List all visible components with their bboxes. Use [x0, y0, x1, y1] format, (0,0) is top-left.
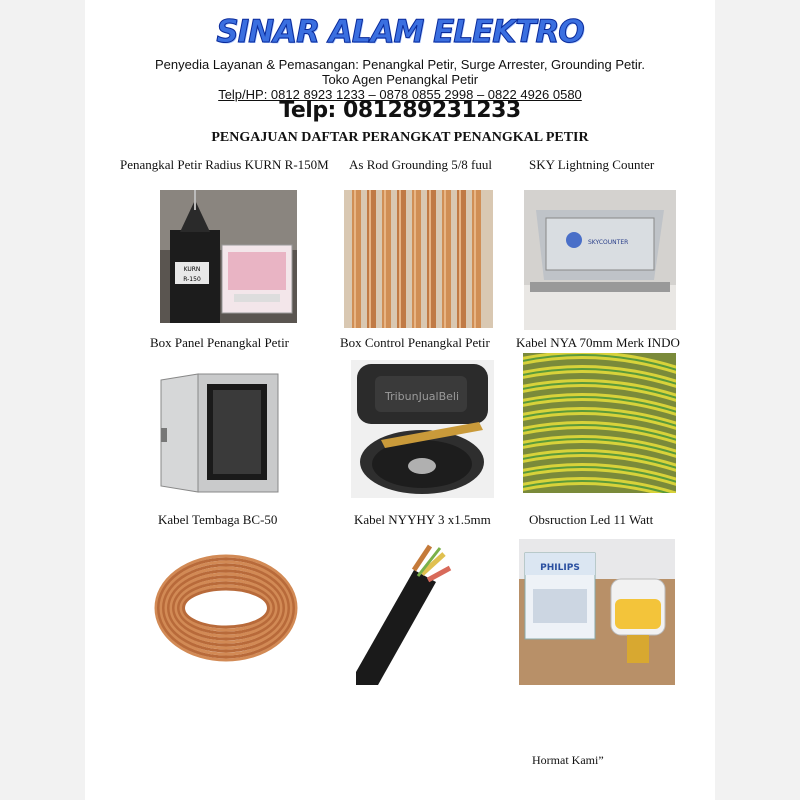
led-brand-text: PHILIPS	[540, 563, 580, 573]
product-caption-2: As Rod Grounding 5/8 fuul	[349, 157, 492, 172]
product-caption-1: Penangkal Petir Radius KURN R-150M	[120, 157, 329, 172]
contact-numbers: Telp/HP: 0812 8923 1233 – 0878 0855 2998 – 0822 4926 0580	[218, 87, 582, 102]
product-photo-ground-rods	[344, 190, 493, 328]
product-photo-control-box	[351, 360, 494, 498]
product-caption-6: Kabel NYA 70mm Merk INDO	[516, 335, 680, 350]
brand-logo-text: SINAR ALAM ELEKTRO	[216, 14, 584, 50]
product-caption-3: SKY Lightning Counter	[529, 157, 655, 172]
product-caption-7: Kabel Tembaga BC-50	[158, 512, 278, 527]
document-title: PENGAJUAN DAFTAR PERANGKAT PENANGKAL PETIR	[211, 130, 589, 145]
product-photo-lightning-counter	[524, 190, 676, 330]
product-caption-9: Obsruction Led 11 Watt	[529, 512, 654, 527]
closing-text: Hormat Kami”	[532, 753, 604, 767]
product-caption-4: Box Panel Penangkal Petir	[150, 335, 290, 350]
product-photo-lightning-rod	[160, 190, 297, 323]
product-caption-8: Kabel NYYHY 3 x1.5mm	[354, 512, 491, 527]
rod-label-text-1: KURN	[183, 266, 201, 273]
tagline: Penyedia Layanan & Pemasangan: Penangkal Petir, Surge Arrester, Grounding Petir.	[155, 57, 645, 72]
product-photo-panel-box	[153, 368, 286, 496]
photo-watermark: TribunJualBeli	[384, 390, 460, 403]
telp-highlight: Telp: 081289231233	[279, 98, 521, 123]
product-photo-bc-cable	[150, 540, 301, 672]
product-photo-obstruction-led	[519, 539, 675, 685]
counter-brand-text: SKYCOUNTER	[588, 239, 629, 246]
product-caption-5: Box Control Penangkal Petir	[340, 335, 490, 350]
signature-cutoff	[540, 795, 590, 800]
rod-label-text-2: R-150	[183, 276, 201, 283]
product-photo-nya-cable	[523, 353, 676, 493]
subtagline: Toko Agen Penangkal Petir	[321, 72, 479, 87]
product-photo-nyyhy-cable	[352, 544, 453, 685]
